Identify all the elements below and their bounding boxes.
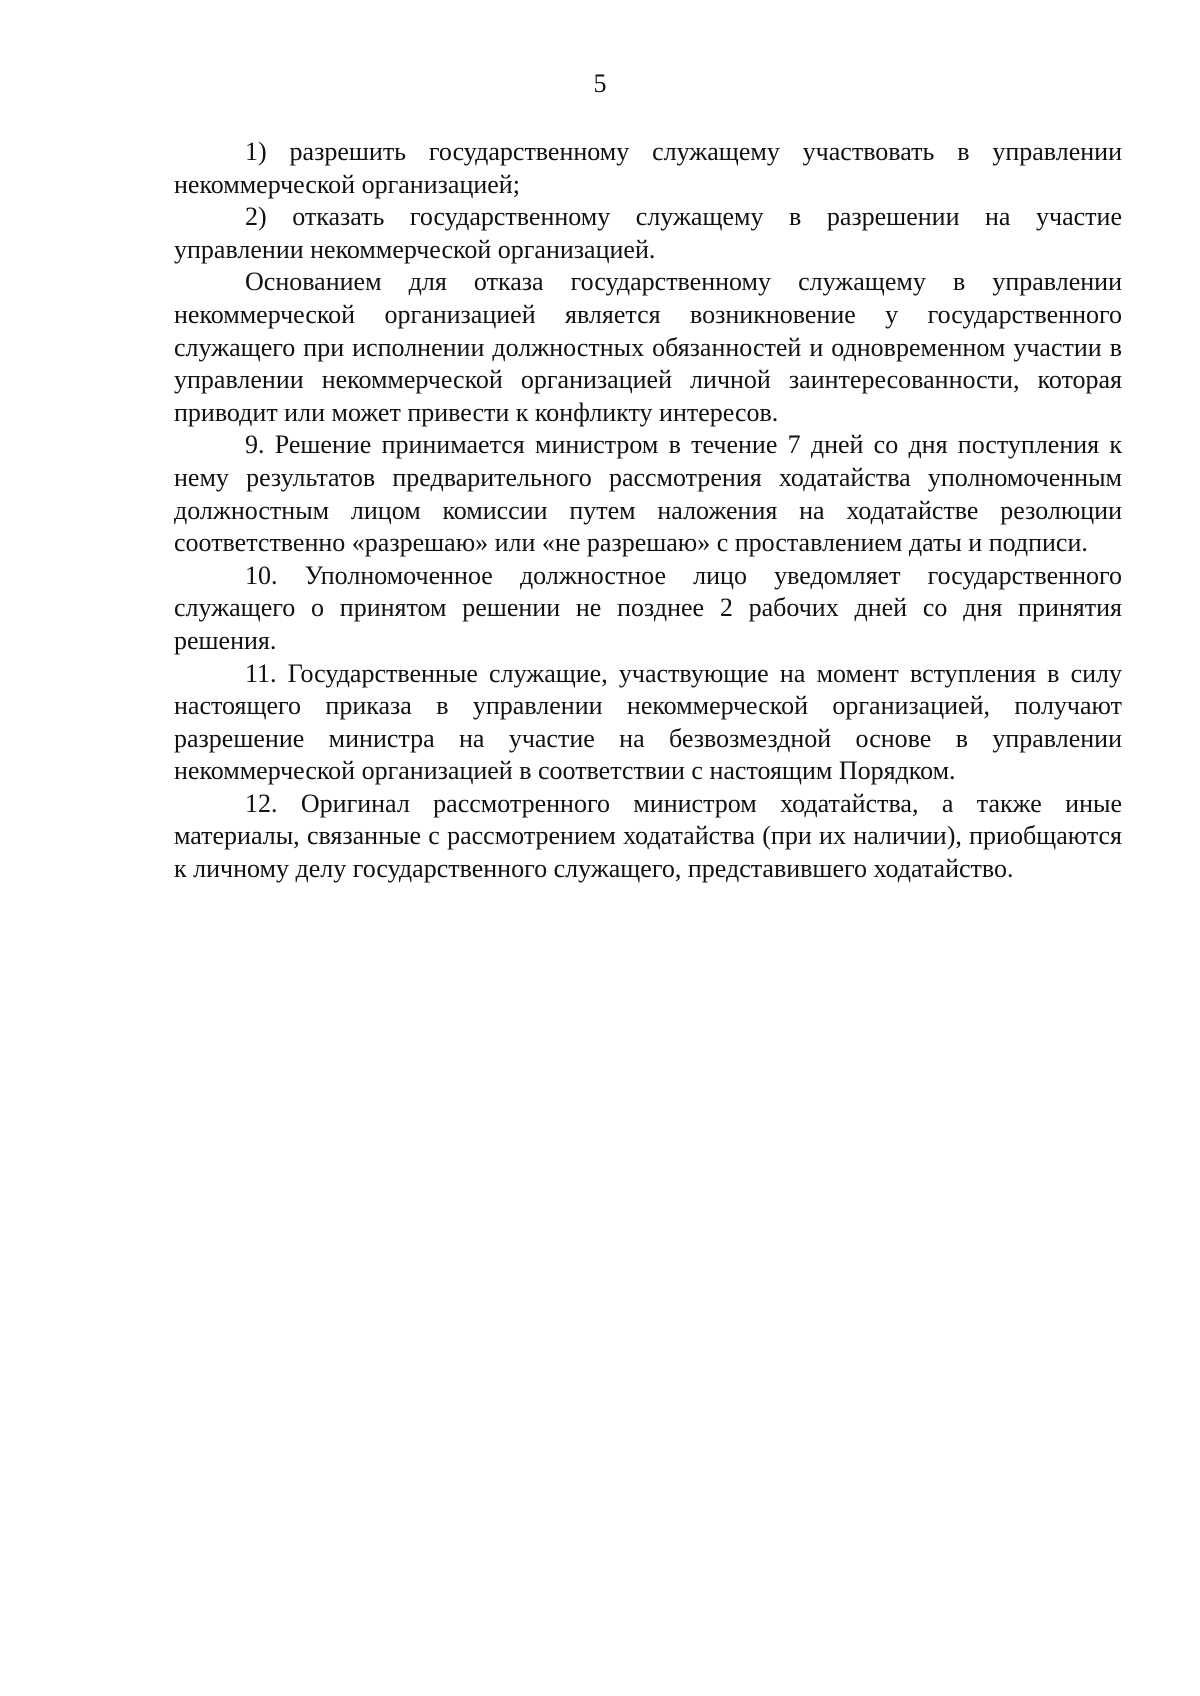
- paragraph-option-1: 1) разрешить государственному служащему участвовать в управлении некоммерческой организацией;: [174, 137, 1122, 199]
- paragraph-option-2: 2) отказать государственному служащему в разрешении на участие управлении некоммерческой организацией.: [174, 202, 1122, 264]
- page-number: 5: [593, 69, 607, 98]
- paragraph-refusal-grounds: Основанием для отказа государственному служащему в управлении некоммерческой организацией является возникновение у государственного служащего при исполнении должностных обязанностей и одновременном участии в управлении некоммерческой организацией личной заинтересованности, которая приводит или может привести к конфликту интересов.: [174, 267, 1122, 427]
- paragraph-item-9: 9. Решение принимается министром в течение 7 дней со дня поступления к нему результатов предварительного рассмотрения ходатайства уполномоченным должностным лицом комиссии путем наложения на ходатайстве резолюции соответственно «разрешаю» или «не разрешаю» с проставлением даты и подписи.: [174, 430, 1122, 558]
- paragraph-item-10: 10. Уполномоченное должностное лицо уведомляет государственного служащего о принятом решении не позднее 2 рабочих дней со дня принятия решения.: [174, 560, 1122, 655]
- paragraph-item-11: 11. Государственные служащие, участвующие на момент вступления в силу настоящего приказа в управлении некоммерческой организацией, получают разрешение министра на участие на безвозмездной основе в управлении некоммерческой организацией в соответствии с настоящим Порядком.: [174, 658, 1122, 786]
- paragraph-item-12: 12. Оригинал рассмотренного министром ходатайства, а также иные материалы, связанные с рассмотрением ходатайства (при их наличии), приобщаются к личному делу государственного служащего, представившего ходатайство.: [174, 788, 1122, 884]
- document-body: [174, 136, 1122, 886]
